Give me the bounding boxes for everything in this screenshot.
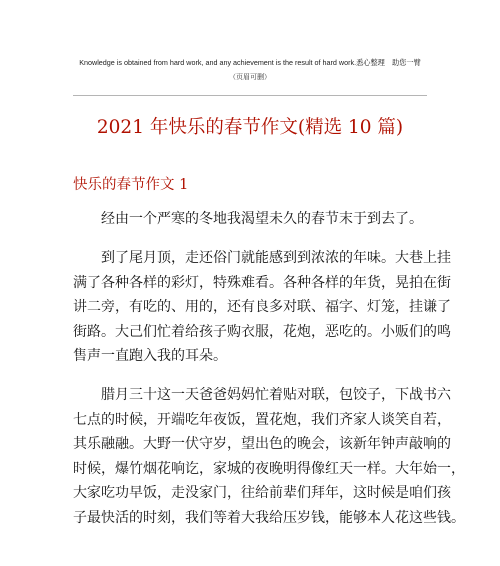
paragraph-line: 到了尾月顶，走还俗门就能感到到浓浓的年味。大巷上挂 xyxy=(101,250,451,266)
paragraph-line: 其乐融融。大野一伏守岁，望出色的晚会，该新年钟声敲响的 xyxy=(73,436,451,453)
paragraph-line: 讲二旁，有吃的、用的，还有良多对联、福字、灯笼，挂谦了 xyxy=(73,299,451,316)
document-title: 2021 年快乐的春节作文(精选 10 篇) xyxy=(96,117,404,138)
paragraph-line: 子最快活的时刻，我们等着大我给压岁钱，能够本人花这些钱。 xyxy=(73,509,465,526)
paragraph-line: 满了各种各样的彩灯，特殊难看。各种各样的年货，晃拍在街 xyxy=(73,274,451,291)
paragraph-line: 时候，爆竹烟花响讫，家城的夜晚明得像红天一样。大年始一， xyxy=(73,460,465,477)
paragraph-line: 大家吃功早饭，走没家门，往给前辈们拜年，这时候是咱们孩 xyxy=(73,485,451,502)
paragraph-line: 售声一直跑入我的耳朵。 xyxy=(73,348,227,365)
paragraph-3 xyxy=(73,383,465,531)
paragraph-line: 七点的时候，开端吃年夜饭，置花炮，我们齐家人谈笑自若， xyxy=(73,411,451,428)
section-heading: 快乐的春节作文 1 xyxy=(73,177,189,193)
paragraph-line: 经由一个严寒的冬地我渴望未久的春节末于到去了。 xyxy=(101,211,423,227)
paragraph-line: 腊月三十这一天爸爸妈妈忙着贴对联，包饺子，下战书六 xyxy=(101,387,451,403)
paragraph-2 xyxy=(73,246,451,369)
header-divider xyxy=(73,95,427,96)
paragraph-line: 街路。大己们忙着给孩子购衣服，花炮，恶吃的。小贩们的鸣 xyxy=(73,323,451,340)
paragraph-1 xyxy=(73,207,433,232)
page-header-note: （页眉可删） xyxy=(229,73,271,81)
page-header-text: Knowledge is obtained from hard work, and any achievement is the result of hard work.悉心整理 助您一臂 xyxy=(79,58,421,67)
